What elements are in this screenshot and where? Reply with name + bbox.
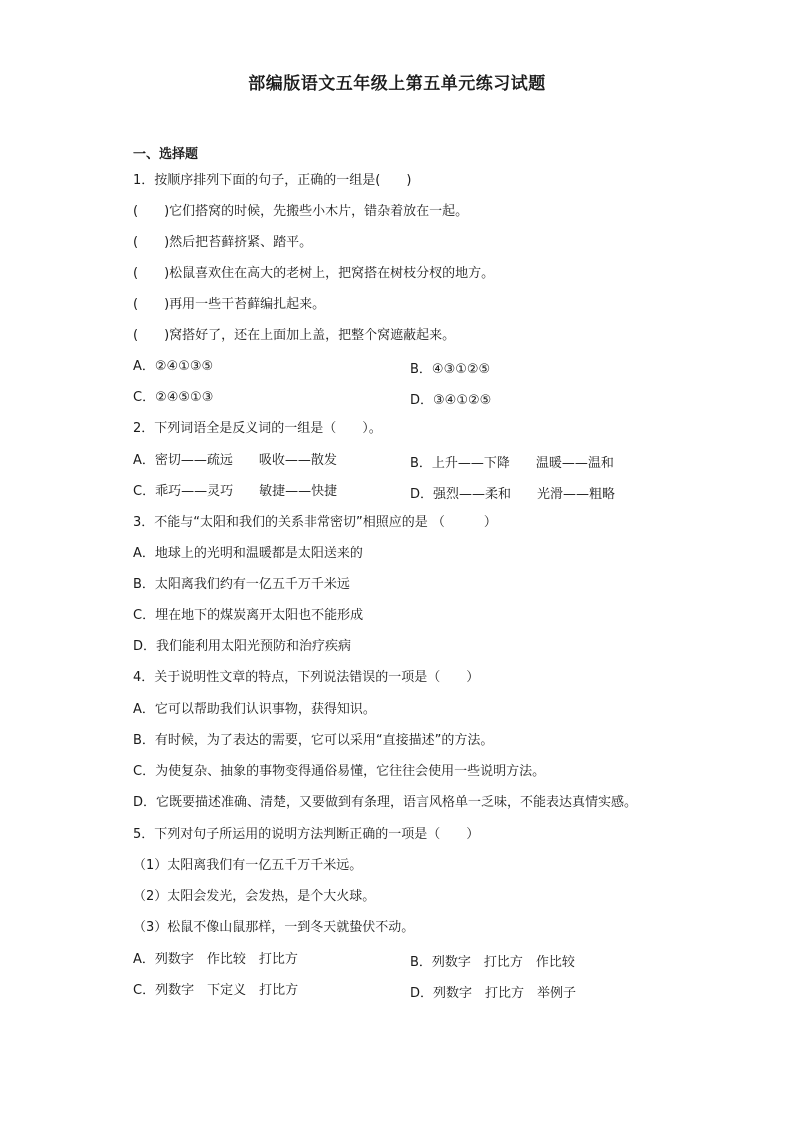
question-2-option-d: D．强烈——柔和 光滑——粗略 bbox=[410, 487, 616, 502]
question-1-option-c: C．②④⑤①③ bbox=[133, 390, 214, 405]
question-1-option-d: D．③④①②⑤ bbox=[410, 393, 492, 408]
question-5-option-c: C．列数字 下定义 打比方 bbox=[133, 983, 299, 998]
question-4-option-b: B．有时候，为了表达的需要，它可以采用“直接描述”的方法。 bbox=[133, 733, 494, 748]
question-3-option-b: B．太阳离我们约有一亿五千万千米远 bbox=[133, 577, 350, 592]
question-5-option-d: D．列数字 打比方 举例子 bbox=[410, 986, 577, 1001]
question-1-option-b: B．④③①②⑤ bbox=[410, 362, 491, 377]
question-5-sentence-1: （1）太阳离我们有一亿五千万千米远。 bbox=[133, 858, 363, 873]
question-1-sentence-1: ( )它们搭窝的时候，先搬些小木片，错杂着放在一起。 bbox=[133, 204, 469, 219]
question-4-stem: 4．关于说明性文章的特点，下列说法错误的一项是（ ） bbox=[133, 670, 480, 685]
question-3-option-c: C．埋在地下的煤炭离开太阳也不能形成 bbox=[133, 608, 364, 623]
page-title: 部编版语文五年级上第五单元练习试题 bbox=[248, 74, 546, 94]
question-5-option-a: A．列数字 作比较 打比方 bbox=[133, 952, 298, 967]
question-1-option-a: A．②④①③⑤ bbox=[133, 359, 214, 374]
question-1-sentence-5: ( )窝搭好了，还在上面加上盖，把整个窝遮蔽起来。 bbox=[133, 328, 456, 343]
section-heading-choice: 一、选择题 bbox=[133, 147, 199, 162]
question-4-option-d: D．它既要描述准确、清楚，又要做到有条理，语言风格单一乏味，不能表达真情实感。 bbox=[133, 795, 638, 810]
question-3-stem: 3．不能与“太阳和我们的关系非常密切”相照应的是 （ ） bbox=[133, 515, 497, 530]
question-2-option-a: A．密切——疏远 吸收——散发 bbox=[133, 453, 337, 468]
question-1-sentence-4: ( )再用一些干苔藓编扎起来。 bbox=[133, 297, 326, 312]
question-2-option-b: B．上升——下降 温暖——温和 bbox=[410, 456, 614, 471]
question-5-sentence-3: （3）松鼠不像山鼠那样，一到冬天就蛰伏不动。 bbox=[133, 920, 415, 935]
question-2-option-c: C．乖巧——灵巧 敏捷——快捷 bbox=[133, 484, 338, 499]
question-2-stem: 2．下列词语全是反义词的一组是（ ）。 bbox=[133, 421, 382, 436]
question-1-stem: 1．按顺序排列下面的句子，正确的一组是( ) bbox=[133, 173, 412, 188]
question-5-stem: 5．下列对句子所运用的说明方法判断正确的一项是（ ） bbox=[133, 827, 480, 842]
question-3-option-a: A．地球上的光明和温暖都是太阳送来的 bbox=[133, 546, 363, 561]
question-5-option-b: B．列数字 打比方 作比较 bbox=[410, 955, 575, 970]
question-1-sentence-3: ( )松鼠喜欢住在高大的老树上，把窝搭在树枝分杈的地方。 bbox=[133, 266, 495, 281]
question-4-option-c: C．为使复杂、抽象的事物变得通俗易懂，它往往会使用一些说明方法。 bbox=[133, 764, 546, 779]
question-4-option-a: A．它可以帮助我们认识事物，获得知识。 bbox=[133, 702, 376, 717]
question-3-option-d: D．我们能利用太阳光预防和治疗疾病 bbox=[133, 639, 352, 654]
question-1-sentence-2: ( )然后把苔藓挤紧、踏平。 bbox=[133, 235, 313, 250]
question-5-sentence-2: （2）太阳会发光，会发热，是个大火球。 bbox=[133, 889, 376, 904]
